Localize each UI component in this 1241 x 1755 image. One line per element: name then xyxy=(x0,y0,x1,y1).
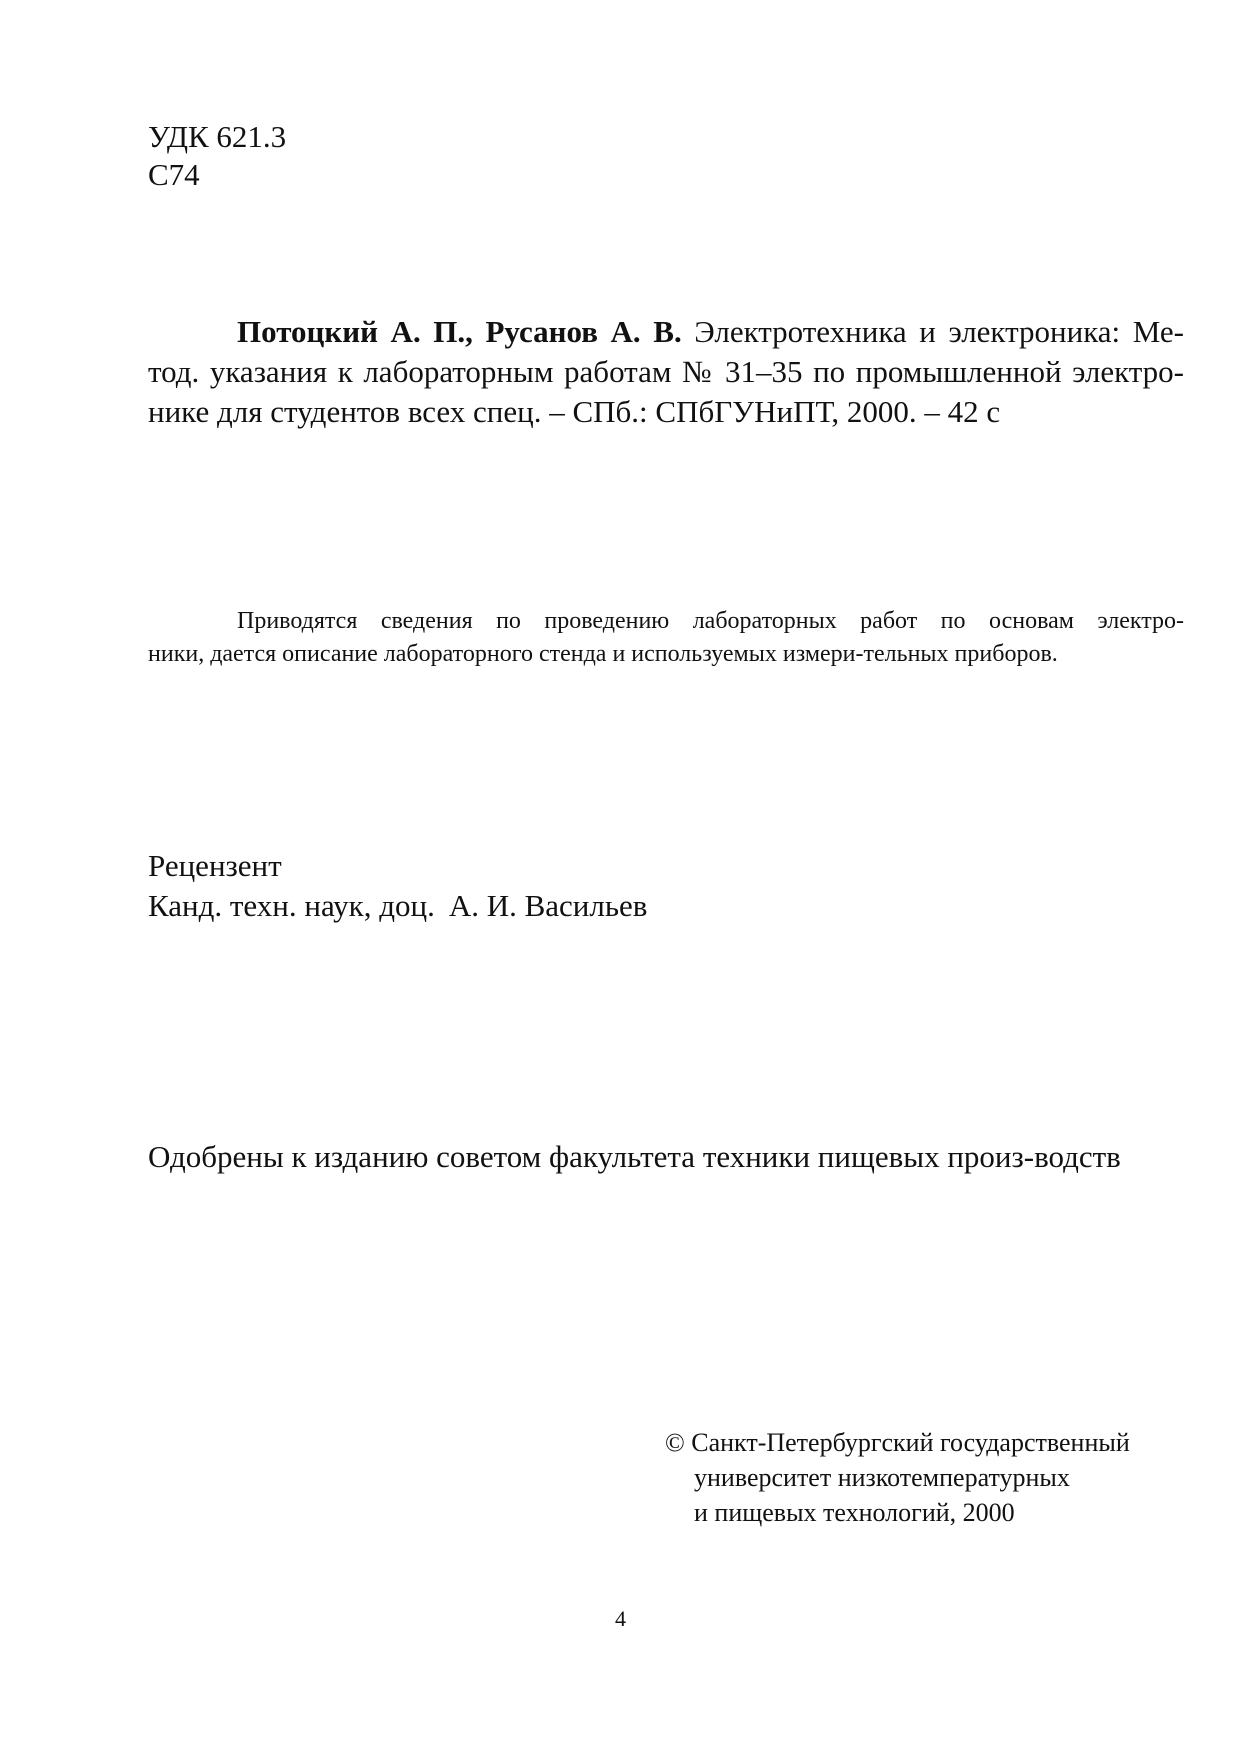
reviewer-heading: Рецензент xyxy=(148,848,282,883)
approval-note: Одобрены к изданию советом факультета техники пищевых произ-водств xyxy=(148,1139,1121,1174)
biblio-authors: Потоцкий А. П., Русанов А. В. xyxy=(237,314,682,349)
abstract xyxy=(148,605,1184,671)
author-mark: С74 xyxy=(148,157,200,192)
udk-block xyxy=(148,118,286,194)
reviewer-line xyxy=(148,886,647,926)
biblio-title: Электротехника и электроника: Ме- xyxy=(681,314,1184,349)
reviewer-credentials: Канд. техн. наук, доц. xyxy=(148,888,435,923)
reviewer-name: А. И. Васильев xyxy=(448,888,648,923)
copyright-line-1: © Санкт-Петербургский государственный xyxy=(665,1428,1130,1457)
biblio-line-3: нике для студентов всех спец. – СПб.: СПбГУНиПТ, 2000. – 42 с xyxy=(148,394,1001,429)
copyright-line-3: и пищевых технологий, 2000 xyxy=(694,1498,1015,1527)
abstract-line-1: Приводятся сведения по проведению лабораторных работ по основам электро- xyxy=(237,608,1184,634)
biblio-line-1 xyxy=(148,312,1184,352)
copyright-block xyxy=(665,1425,1130,1530)
biblio-line-2: тод. указания к лабораторным работам № 31–35 по промышленной электро- xyxy=(148,354,1184,389)
page-number: 4 xyxy=(615,1606,626,1631)
bibliographic-record xyxy=(148,312,1184,432)
udk-code: УДК 621.3 xyxy=(148,119,287,154)
reviewer-block xyxy=(148,846,647,926)
abstract-line-2: ники, дается описание лабораторного стенда и используемых измери-тельных приборов. xyxy=(148,641,1058,667)
copyright-line-2: университет низкотемпературных xyxy=(694,1463,1070,1492)
